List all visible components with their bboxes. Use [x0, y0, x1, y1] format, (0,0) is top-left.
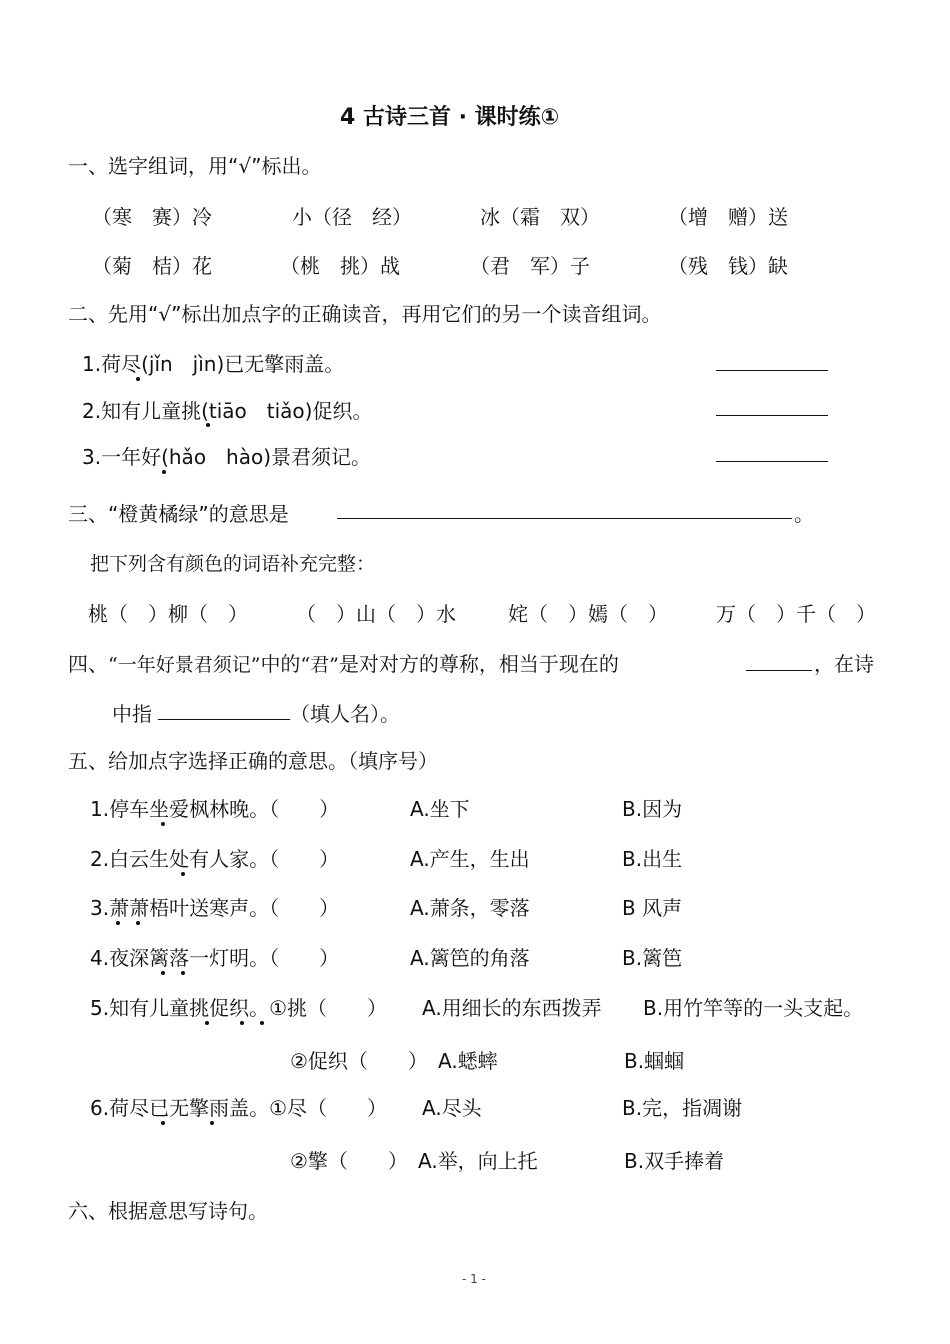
- page-number: - 1 -: [462, 1272, 486, 1286]
- s1-item: （残 钱）缺: [668, 254, 788, 278]
- s1-item: （增 赠）送: [668, 205, 788, 229]
- s1-item: 冰（霜 双）: [480, 205, 600, 229]
- s4-quote: “一年好景君须记”: [108, 654, 261, 676]
- section-2-heading: 二、先用“√”标出加点字的正确读音，再用它们的另一个读音组词。: [68, 302, 662, 326]
- emphasis-dot: [161, 971, 165, 975]
- s5-question: 4.夜深篱落一灯明。（ ）: [90, 946, 340, 970]
- section-3-end: 。: [794, 502, 814, 526]
- page-title: 4 古诗三首 · 课时练①: [340, 105, 560, 130]
- s5-option-b: B 风声: [622, 896, 683, 920]
- s4-line2-a: 中指: [112, 702, 152, 726]
- s5-option-a: A.举，向上托: [418, 1149, 538, 1173]
- emphasis-dot: [161, 1121, 165, 1125]
- s4-line2-b: （填人名）。: [290, 702, 400, 726]
- answer-blank[interactable]: [716, 370, 828, 371]
- s5-question: 5.知有儿童挑促织。①挑（ ）: [90, 996, 388, 1020]
- section-4-line1: [68, 648, 619, 677]
- section-5-heading: 五、给加点字选择正确的意思。（填序号）: [68, 749, 438, 773]
- s1-item: 小（径 经）: [292, 205, 412, 229]
- s5-option-b: B.双手捧着: [624, 1149, 725, 1173]
- section-3-heading: 三、“橙黄橘绿”的意思是: [68, 502, 289, 526]
- s5-option-a: A.蟋蟀: [438, 1049, 498, 1073]
- s1-item: （桃 挑）战: [280, 254, 400, 278]
- s5-option-b: B.篱笆: [622, 946, 683, 970]
- s4-text: 是对对方的尊称，相当于现在的: [338, 652, 619, 676]
- s4-text: 中的: [260, 652, 301, 676]
- section-6-heading: 六、根据意思写诗句。: [68, 1199, 268, 1223]
- s3-item: 万（ ）千（ ）: [716, 602, 876, 626]
- s2-item: 2.知有儿童挑(tiāo tiǎo)促织。: [82, 399, 373, 423]
- answer-blank[interactable]: [716, 415, 828, 416]
- emphasis-dot: [162, 470, 166, 474]
- emphasis-dot: [181, 872, 185, 876]
- s4-tail: ，在诗: [814, 652, 874, 676]
- s2-item: 1.荷尽(jǐn jìn)已无擎雨盖。: [82, 352, 345, 376]
- answer-blank[interactable]: [746, 670, 812, 671]
- s5-question: 3.萧萧梧叶送寒声。（ ）: [90, 896, 340, 920]
- s5-option-b: B.蝈蝈: [624, 1049, 685, 1073]
- s3-item: 姹（ ）嫣（ ）: [508, 602, 668, 626]
- s4-label: 四、: [68, 652, 108, 676]
- s1-item: （君 军）子: [470, 254, 590, 278]
- s5-question: ②促织（ ）: [290, 1049, 428, 1073]
- emphasis-dot: [161, 822, 165, 826]
- emphasis-dot: [240, 1021, 244, 1025]
- s3-item: 桃（ ）柳（ ）: [88, 602, 248, 626]
- s5-question: ②擎（ ）: [290, 1149, 408, 1173]
- emphasis-dot: [206, 423, 210, 427]
- answer-blank[interactable]: [337, 518, 792, 519]
- s5-option-b: B.因为: [622, 797, 683, 821]
- s5-option-a: A.用细长的东西拨弄: [422, 996, 602, 1020]
- s5-option-b: B.出生: [622, 847, 683, 871]
- s1-item: （菊 桔）花: [92, 254, 212, 278]
- emphasis-dot: [116, 921, 120, 925]
- s5-option-a: A.尽头: [422, 1096, 482, 1120]
- emphasis-dot: [136, 921, 140, 925]
- emphasis-dot: [260, 1021, 264, 1025]
- section-3-subheading: 把下列含有颜色的词语补充完整：: [90, 553, 376, 575]
- s5-option-a: A.产生，生出: [410, 847, 530, 871]
- emphasis-dot: [181, 971, 185, 975]
- s4-jun: “君”: [300, 654, 339, 676]
- s5-option-b: B.用竹竿等的一头支起。: [643, 996, 864, 1020]
- emphasis-dot: [210, 1121, 214, 1125]
- s5-question: 1.停车坐爱枫林晚。（ ）: [90, 797, 340, 821]
- s1-item: （寒 赛）冷: [92, 205, 212, 229]
- s2-item: 3.一年好(hǎo hào)景君须记。: [82, 445, 372, 469]
- s5-option-b: B.完，指凋谢: [622, 1096, 743, 1120]
- s5-option-a: A.篱笆的角落: [410, 946, 530, 970]
- s5-question: 6.荷尽已无擎雨盖。①尽（ ）: [90, 1096, 388, 1120]
- answer-blank[interactable]: [158, 719, 290, 720]
- emphasis-dot: [205, 1021, 209, 1025]
- s5-option-a: A.坐下: [410, 797, 470, 821]
- answer-blank[interactable]: [716, 461, 828, 462]
- s3-item: （ ）山（ ）水: [296, 602, 456, 626]
- s5-option-a: A.萧条，零落: [410, 896, 530, 920]
- s5-question: 2.白云生处有人家。（ ）: [90, 847, 340, 871]
- section-1-heading: 一、选字组词，用“√”标出。: [68, 154, 322, 178]
- emphasis-dot: [136, 377, 140, 381]
